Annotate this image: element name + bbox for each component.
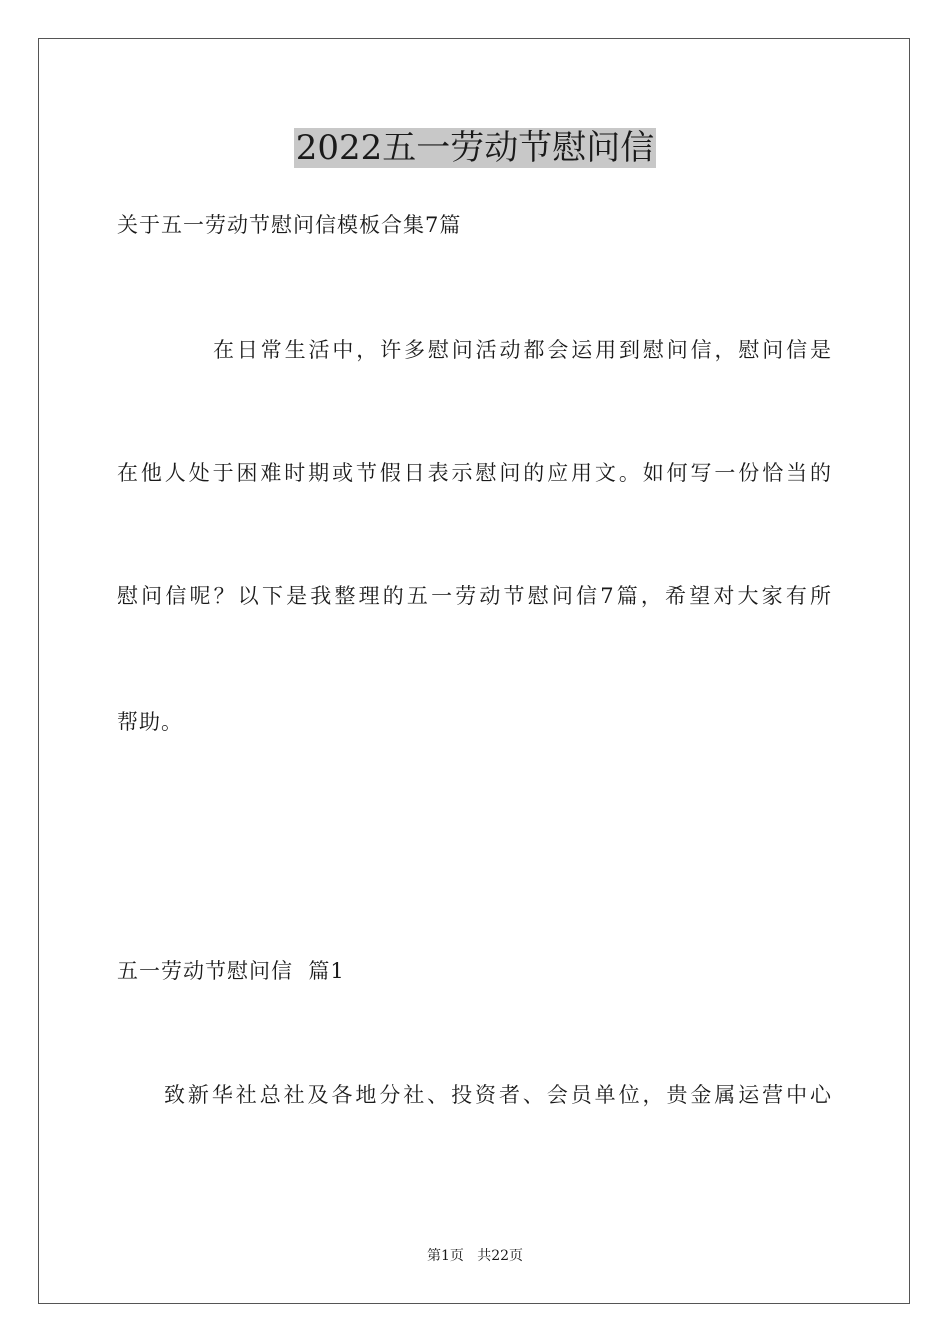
document-subtitle: 关于五一劳动节慰问信模板合集7篇 xyxy=(117,213,462,237)
intro-paragraph-line: 慰问信呢？以下是我整理的五一劳动节慰问信7篇，希望对大家有所 xyxy=(117,584,832,608)
section-first-line: 致新华社总社及各地分社、投资者、会员单位，贵金属运营中心 xyxy=(164,1083,832,1107)
intro-paragraph-line: 在日常生活中，许多慰问活动都会运用到慰问信，慰问信是 xyxy=(213,338,832,362)
intro-paragraph-line: 在他人处于困难时期或节假日表示慰问的应用文。如何写一份恰当的 xyxy=(117,461,832,485)
intro-paragraph-line: 帮助。 xyxy=(117,710,183,734)
document-title-text: 2022五一劳动节慰问信 xyxy=(295,128,655,168)
page-number-footer: 第1页 共22页 xyxy=(426,1248,524,1264)
section-heading: 五一劳动节慰问信 篇1 xyxy=(117,959,345,983)
document-title xyxy=(0,126,950,170)
